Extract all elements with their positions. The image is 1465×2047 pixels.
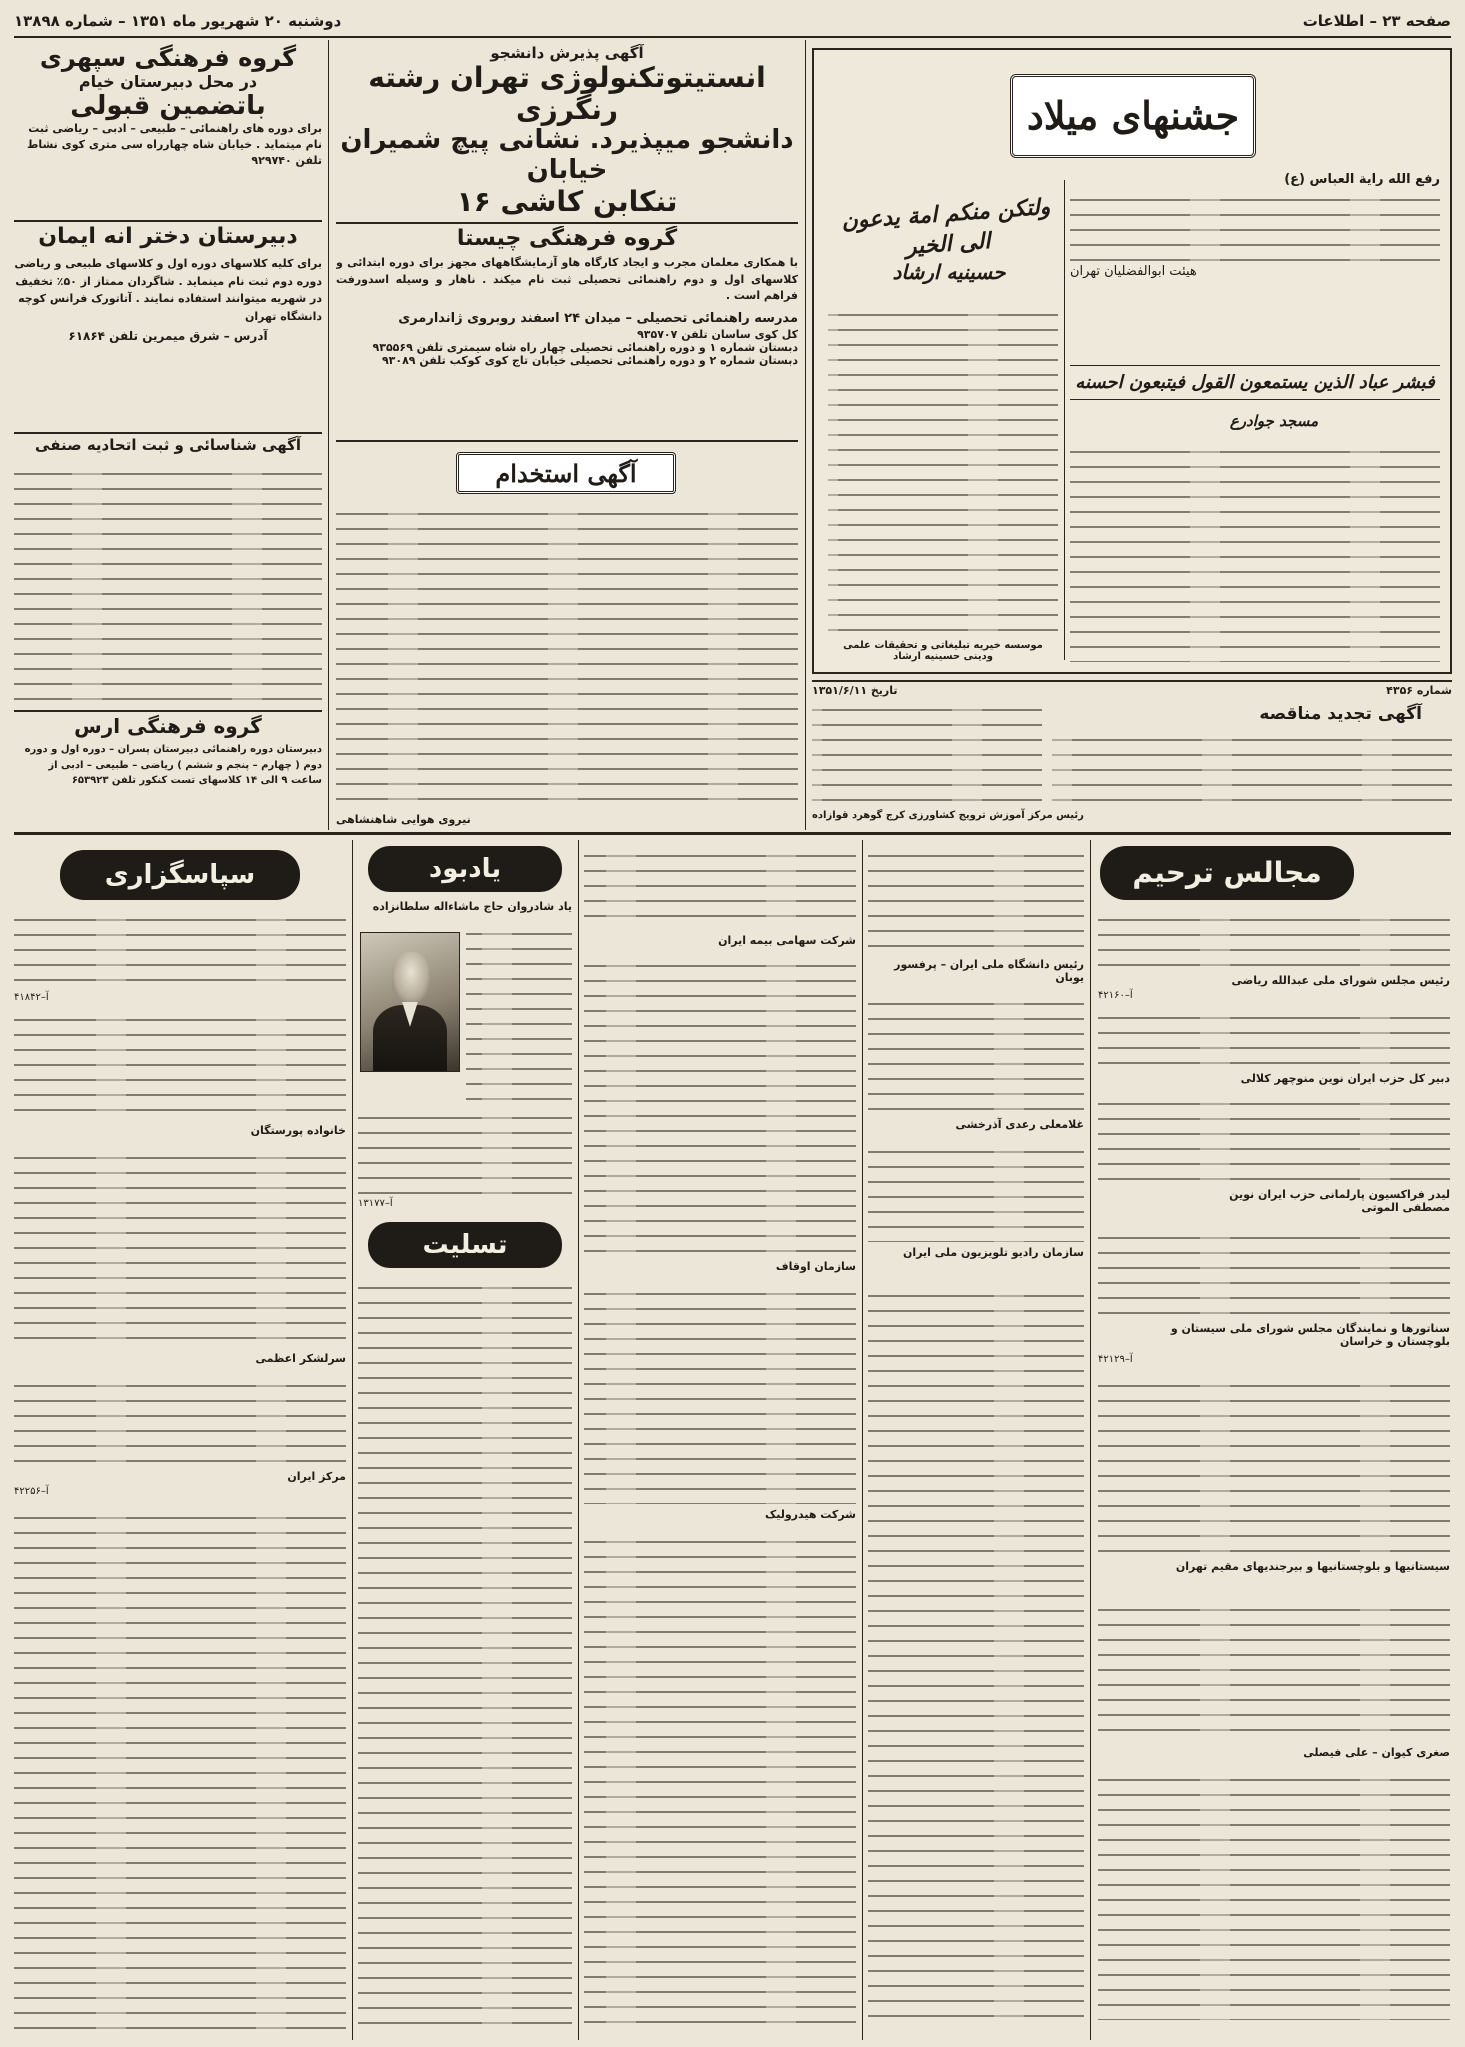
mourning-column-3 xyxy=(584,846,856,2030)
text-block xyxy=(358,1278,572,2030)
ars-title: گروه فرهنگی ارس xyxy=(74,714,262,738)
chista-title: گروه فرهنگی چیستا xyxy=(456,226,678,251)
text-block xyxy=(1098,1376,1450,1556)
sig-alamouti: لیدر فراکسیون پارلمانی حزب ایران نوین مصطفی الموتی xyxy=(1229,1188,1450,1214)
girls-school-address: آدرس – شرق میمرین تلفن ۶۱۸۶۴ xyxy=(68,329,268,344)
sepehri-sub: در محل دبیرستان خیام xyxy=(78,72,258,91)
chista-ad xyxy=(336,226,798,438)
sig-markaz-iran: مرکز ایران xyxy=(287,1470,346,1483)
sepehri-body: برای دوره های راهنمائی – طبیعی – ادبی – ریاضی ثبت نام میتماید . خیابان شاه چهارراه سی متری کوی نشاط تلفن ۹۲۹۷۴۰ xyxy=(26,122,322,167)
gratitude-banner: سپاسگزاری xyxy=(60,850,300,900)
text-block xyxy=(584,956,856,1256)
chista-line-b: دبستان شماره ۱ و دوره راهنمائی تحصیلی چهار راه شاه سیمتری تلفن ۹۳۵۵۶۹ xyxy=(372,340,798,354)
tender-date: تاریخ ۱۳۵۱/۶/۱۱ xyxy=(812,684,898,697)
institute-line3: تنکابن کاشی ۱۶ xyxy=(456,185,678,219)
sig-pourestgan: خانواده پورستگان xyxy=(250,1124,346,1137)
column-divider xyxy=(805,40,806,830)
girls-school-ad xyxy=(14,224,322,430)
institute-line1: انستیتوتکنولوژی تهران رشته رنگرزی xyxy=(368,61,766,127)
ars-body: دبیرستان دوره راهنمائی دبیرستان پسران – دوره اول و دوره دوم ( چهارم – پنجم و ششم ) ریاضی – طبیعی – ادبی از ساعت ۹ الی ۱۴ کلاسهای تست کنکور تلفن ۶۵۳۹۲۳ xyxy=(24,744,322,786)
birthday-intro xyxy=(1070,170,1440,282)
employment-title: آگهی استخدام xyxy=(456,452,676,494)
text-block xyxy=(1070,190,1440,262)
issue-date: دوشنبه ۲۰ شهریور ماه ۱۳۵۱ – شماره ۱۳۸۹۸ xyxy=(14,12,342,30)
birthday-sig1: هیئت ابوالفضلیان تهران xyxy=(1070,264,1197,280)
sig-sistanis: سیستانیها و بلوچستانیها و بیرجندیهای مقیم تهران xyxy=(1175,1560,1450,1573)
text-block xyxy=(868,1142,1084,1242)
chista-school: مدرسه راهنمائی تحصیلی – میدان ۲۴ اسفند روبروی ژاندارمری xyxy=(398,310,798,326)
memorial-portrait xyxy=(360,932,460,1072)
text-block xyxy=(14,1376,346,1466)
mourning-column xyxy=(1098,910,1450,2030)
code: آ–۱۳۱۷۷ xyxy=(358,1198,393,1209)
memorial-banner: یادبود xyxy=(368,846,562,892)
institute-pre: آگهی پذیرش دانشجو xyxy=(490,44,644,62)
birthday-text-left xyxy=(828,305,1058,635)
text-block xyxy=(1052,730,1452,808)
birthday-title: جشنهای میلاد xyxy=(1010,74,1256,158)
tender-number: شماره ۴۳۵۶ xyxy=(1386,684,1452,697)
text-block xyxy=(1098,1008,1450,1068)
sepehri-ad xyxy=(14,44,322,218)
condolence-column xyxy=(358,1278,572,2030)
code: آ–۴۱۸۴۲ xyxy=(14,992,49,1003)
sig-university: رئیس دانشگاه ملی ایران – پرفسور یوبان xyxy=(894,958,1084,984)
tender-title: آگهی تجدید مناقصه xyxy=(1259,704,1422,724)
code: آ–۴۲۱۲۹ xyxy=(1098,1354,1133,1365)
text-block xyxy=(584,1284,856,1504)
tender-signature: رئیس مرکز آموزش ترویج کشاورزی کرج گوهرد قوازاده xyxy=(812,810,1084,821)
text-block xyxy=(1098,1600,1450,1740)
memorial-caption: یاد شادروان حاج ماشاءاله سلطانزاده xyxy=(372,900,572,913)
text-block xyxy=(1098,1228,1450,1318)
section-divider xyxy=(14,832,1451,835)
mosque-name: مسجد جوادرع xyxy=(1229,412,1319,430)
industry-ad xyxy=(14,436,322,708)
tender-ad xyxy=(812,680,1452,828)
text-block xyxy=(828,305,1058,635)
chista-line-c: دبستان شماره ۲ و دوره راهنمائی تحصیلی خیابان تاج کوی کوکب تلفن ۹۳۰۸۹ xyxy=(381,353,798,367)
employment-signature: نیروی هوایی شاهنشاهی xyxy=(336,813,471,826)
institute-line2: دانشجو میپذیرد. نشانی پیچ شمیران خیابان xyxy=(340,125,794,186)
ars-ad xyxy=(14,714,322,828)
page-number: صفحه ۲۳ – اطلاعات xyxy=(1302,12,1451,30)
text-block xyxy=(336,504,798,804)
text-block xyxy=(868,994,1084,1114)
chista-line-a: کل کوی ساسان تلفن ۹۳۵۷۰۷ xyxy=(637,327,798,341)
sig-insurance: شرکت سهامی بیمه ایران xyxy=(718,934,856,947)
text-block xyxy=(1098,1094,1450,1184)
birthday-intro-heading: رفع الله رایة العباس (ع) xyxy=(1284,172,1440,187)
text-block xyxy=(868,1286,1084,2030)
text-block xyxy=(868,846,1084,954)
mourning-banner: مجالس ترحیم xyxy=(1100,846,1354,900)
column-divider xyxy=(328,40,329,830)
text-block xyxy=(584,846,856,930)
sig-keyvan: صغری کیوان – علی فیصلی xyxy=(1303,1746,1450,1759)
birthday-ad xyxy=(812,48,1452,674)
text-block xyxy=(358,1108,572,1194)
calligraphy-verse: ولتکن منکم امة یدعون الی الخیر xyxy=(840,193,1052,260)
code: آ–۴۲۱۶۰ xyxy=(1098,990,1133,1001)
institute-ad xyxy=(336,44,798,220)
sig-azami: سرلشکر اعظمی xyxy=(255,1352,346,1365)
sig-raadi: غلامعلی رعدی آذرخشی xyxy=(955,1118,1084,1131)
sig-riazi: رئیس مجلس شورای ملی عبدالله ریاضی xyxy=(1231,974,1450,987)
mourning-column-2 xyxy=(868,846,1084,2030)
birthday-text-right xyxy=(1070,442,1440,662)
text-block xyxy=(14,464,322,704)
sig-kalali: دبیر کل حزب ایران نوین منوچهر کلالی xyxy=(1240,1072,1450,1085)
text-block xyxy=(1098,1770,1450,2020)
text-block xyxy=(14,1010,346,1120)
text-block xyxy=(584,1532,856,2030)
sepehri-guarantee: باتضمین قبولی xyxy=(70,91,266,121)
gratitude-column xyxy=(14,910,346,2030)
sig-senators: سناتورها و نمایندگان مجلس شورای ملی سیستان و بلوچستان و خراسان xyxy=(1170,1322,1450,1348)
calligraphy-verse-2: فبشر عباد الذین یستمعون القول فیتبعون احسنه xyxy=(1070,365,1440,400)
industry-title: آگهی شناسائی و ثبت اتحادیه صنفی xyxy=(35,436,301,454)
birthday-sig2: موسسه خیریه تبلیغاتی و تحقیقات علمی ودینی حسینیه ارشاد xyxy=(843,640,1043,662)
sepehri-title: گروه فرهنگی سپهری xyxy=(39,44,297,72)
text-block xyxy=(14,1148,346,1348)
page-header xyxy=(14,6,1451,38)
sig-radio-tv: سازمان رادیو تلویزیون ملی ایران xyxy=(903,1246,1084,1259)
text-block xyxy=(1098,910,1450,970)
text-block xyxy=(14,910,346,988)
sig-awqaf: سازمان اوقاف xyxy=(775,1260,856,1273)
employment-ad xyxy=(336,444,798,828)
code: آ–۴۲۲۵۶ xyxy=(14,1486,49,1497)
text-block xyxy=(14,1508,346,2030)
chista-intro: با همکاری معلمان مجرب و ایجاد کارگاه هاو آزمایشگاههای مجهز برای دوره ابتدائی و کلاسهای اول و دوم راهنمائی تحصیلی ثبت نام میکند . ناهار و وسیله اسدورفت فراهم است . xyxy=(336,256,798,302)
girls-school-body: برای کلیه کلاسهای دوره اول و کلاسهای طبیعی و ریاضی دوره دوم ثبت نام مینماید . شاگردان ممتاز از ۵۰٪ تخفیف در شهریه میتوانند استفاده نمایند . آتاتورک فرانس کوچه دانشگاه تهران xyxy=(14,257,322,323)
text-block xyxy=(1070,442,1440,662)
text-block xyxy=(812,700,1042,808)
condolence-banner: تسلیت xyxy=(368,1222,562,1268)
hosseiniye-name: حسینیه ارشاد xyxy=(892,260,1006,284)
girls-school-title: دبیرستان دختر انه ایمان xyxy=(38,224,298,249)
sig-hydraulic: شرکت هیدرولیک xyxy=(764,1508,856,1521)
text-block xyxy=(466,924,572,1104)
